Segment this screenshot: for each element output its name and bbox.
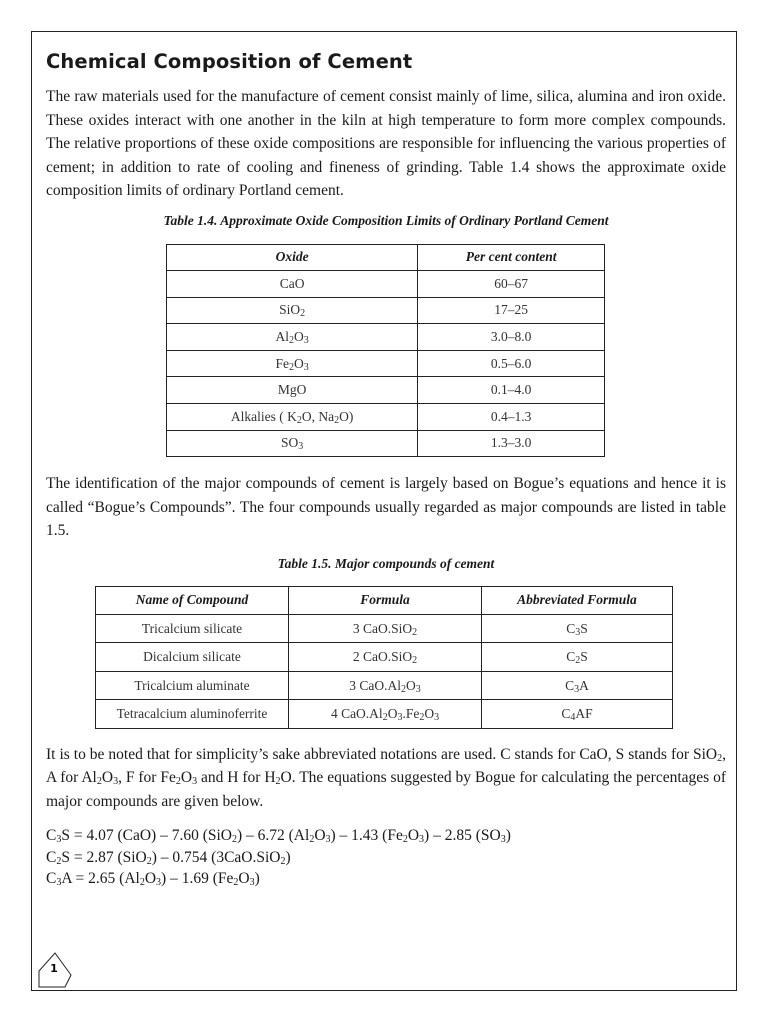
table-header-row (167, 244, 605, 271)
table-row (96, 643, 673, 672)
column-header-oxide: Oxide (167, 244, 418, 271)
column-header-name: Name of Compound (96, 586, 289, 614)
formula-cell: 4 $CaO.Al_2O_3.Fe_2O_3$ (289, 700, 482, 729)
abbr-cell: $C_3A$ (482, 671, 673, 700)
content-cell: 17–25 (418, 297, 605, 324)
abbr-cell: $C_2S$ (482, 643, 673, 672)
table-row (96, 700, 673, 729)
abbr-cell: $C_3S$ (482, 614, 673, 643)
compound-name-cell: Tricalcium aluminate (96, 671, 289, 700)
table-row (96, 614, 673, 643)
bogue-paragraph: The identification of the major compounds of cement is largely based on Bogue’s equations and hence it is called “Bogue’s Compounds”. The four compounds usually regarded as major compounds are listed in table 1.5. (46, 475, 726, 540)
oxide-cell: $Fe_2O_3$ (167, 350, 418, 377)
oxide-cell: Alkalies ( $K_2O$, $Na_2O$) (167, 404, 418, 431)
bogue-equations (46, 825, 726, 890)
content-cell: 0.5–6.0 (418, 350, 605, 377)
formula-cell: 3 CaO.SiO$_2$ (289, 614, 482, 643)
document-content (46, 46, 726, 890)
page-number-badge (37, 947, 73, 987)
compound-name-cell: Tricalcium silicate (96, 614, 289, 643)
column-header-abbreviated: Abbreviated Formula (482, 586, 673, 614)
equation-c3s: $C_3S = 4.07$ (CaO) – 7.60 (SiO$_2$) – 6.72 $(Al_2O_3) - 1.43$ $(Fe_2O_3) - 2.85$ $(SO_3)$ (46, 827, 511, 846)
equation-c3a: $C_3A = 2.65$ $(Al_2O_3) - 1.69$ $(Fe_2O_3)$ (46, 870, 260, 889)
table-row (167, 350, 605, 377)
table-row (167, 324, 605, 351)
table-row (167, 297, 605, 324)
page-title: Chemical Composition of Cement (46, 50, 413, 73)
oxide-cell: SiO$_2$ (167, 297, 418, 324)
oxide-cell: $Al_2O_3$ (167, 324, 418, 351)
notation-paragraph: It is to be noted that for simplicity’s sake abbreviated notations are used. C stands for CaO, S stands for SiO$_2$, A for $Al_2O_3$, F for $Fe_2O_3$ and H for $H_2O$. The equations suggested by Bogue for calculating the percentages of major compounds are given below. (46, 745, 726, 810)
content-cell: 0.1–4.0 (418, 377, 605, 404)
table-row (96, 671, 673, 700)
table-header-row (96, 586, 673, 614)
abbr-cell: $C_4AF$ (482, 700, 673, 729)
intro-paragraph: The raw materials used for the manufacture of cement consist mainly of lime, silica, alumina and iron oxide. These oxides interact with one another in the kiln at high temperature to form more complex compounds. The relative proportions of these oxide compositions are responsible for influencing the various properties of cement; in addition to rate of cooling and fineness of grinding. Table 1.4 shows the approximate oxide composition limits of ordinary Portland cement. (46, 88, 726, 199)
column-header-per-cent: Per cent content (418, 244, 605, 271)
table-row (167, 377, 605, 404)
equation-c2s: $C_2S = 2.87$ (SiO$_2$) – 0.754 (3CaO.SiO$_2$) (46, 848, 291, 867)
oxide-cell: MgO (167, 377, 418, 404)
table-row (167, 404, 605, 431)
content-cell: 1.3–3.0 (418, 430, 605, 457)
formula-cell: 3 $CaO.Al_2O_3$ (289, 671, 482, 700)
table-2-caption: Table 1.5. Major compounds of cement (277, 555, 495, 571)
content-cell: 60–67 (418, 271, 605, 298)
table-row (167, 271, 605, 298)
oxide-cell: CaO (167, 271, 418, 298)
formula-cell: 2 CaO.SiO$_2$ (289, 643, 482, 672)
oxide-cell: $SO_3$ (167, 430, 418, 457)
content-cell: 0.4–1.3 (418, 404, 605, 431)
page-frame (31, 31, 737, 991)
compound-name-cell: Dicalcium silicate (96, 643, 289, 672)
major-compounds-table (95, 586, 673, 729)
content-cell: 3.0–8.0 (418, 324, 605, 351)
table-1-caption: Table 1.4. Approximate Oxide Composition Limits of Ordinary Portland Cement (163, 212, 609, 228)
oxide-composition-table (166, 244, 605, 458)
page-number: 1 (50, 962, 58, 975)
compound-name-cell: Tetracalcium aluminoferrite (96, 700, 289, 729)
column-header-formula: Formula (289, 586, 482, 614)
table-row (167, 430, 605, 457)
